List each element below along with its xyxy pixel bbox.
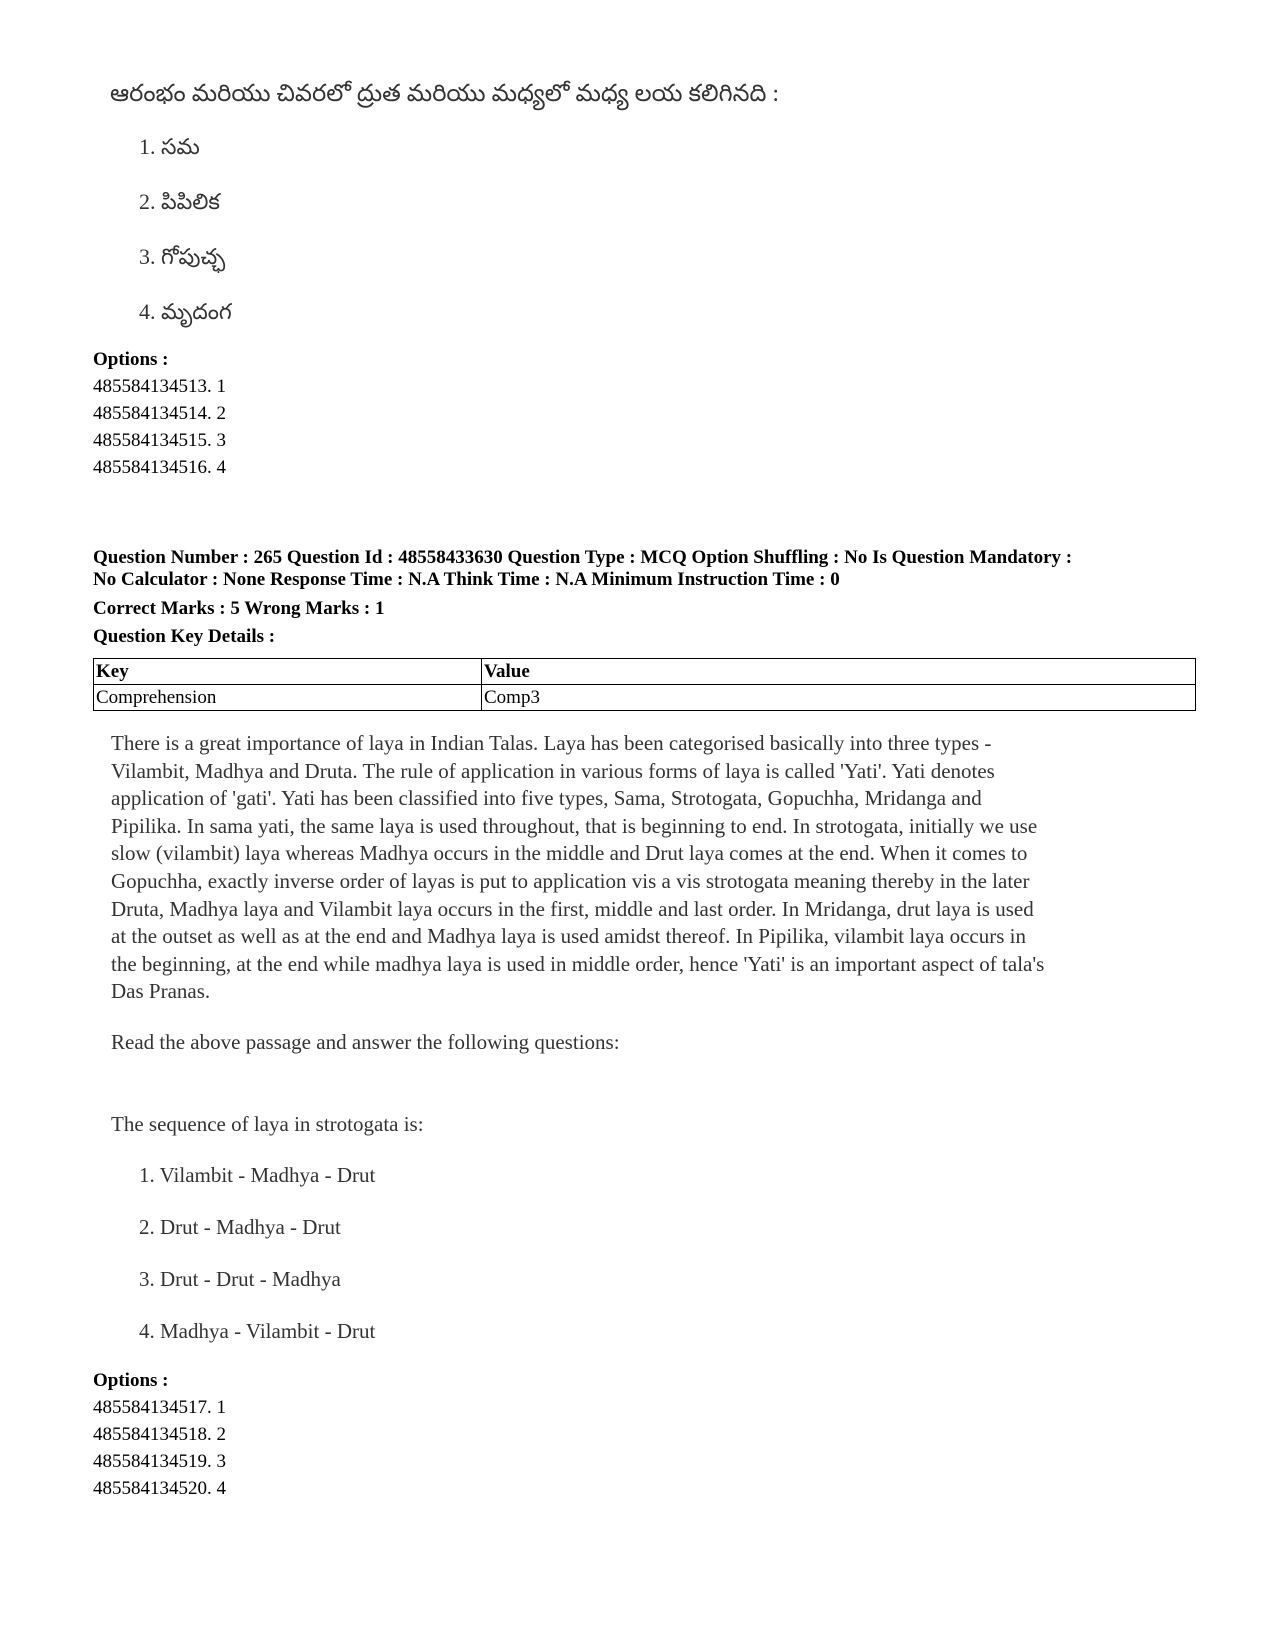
options-label: Options : <box>93 1370 169 1391</box>
option-id-2: 485584134518. 2 <box>93 1424 226 1445</box>
passage-line: Vilambit, Madhya and Druta. The rule of application in various forms of laya is called 'Yati'. Yati denotes <box>111 758 995 783</box>
marks-line: Correct Marks : 5 Wrong Marks : 1 <box>93 598 385 619</box>
option-id-1: 485584134517. 1 <box>93 1397 226 1418</box>
choice-1: 1. సమ <box>139 134 200 159</box>
comprehension-passage <box>111 730 1171 1006</box>
choice-4: 4. Madhya - Vilambit - Drut <box>139 1319 376 1343</box>
passage-line: slow (vilambit) laya whereas Madhya occurs in the middle and Drut laya comes at the end. When it comes to <box>111 841 1028 866</box>
option-id-1: 485584134513. 1 <box>93 376 226 397</box>
choice-3: 3. గోపుచ్ఛ <box>139 244 226 269</box>
passage-line: application of 'gati'. Yati has been classified into five types, Sama, Strotogata, Gopuchha, Mridanga and <box>111 786 982 811</box>
option-id-3: 485584134519. 3 <box>93 1451 226 1472</box>
choice-3: 3. Drut - Drut - Madhya <box>139 1267 341 1291</box>
key-table-header <box>94 659 1196 685</box>
passage-line: Druta, Madhya laya and Vilambit laya occurs in the first, middle and last order. In Mridanga, drut laya is used <box>111 896 1034 921</box>
question-stem: The sequence of laya in strotogata is: <box>111 1112 424 1136</box>
value-cell: Comp3 <box>482 685 1196 711</box>
choice-2: 2. పిపిలిక <box>139 189 220 214</box>
question-meta <box>93 547 1203 591</box>
passage-line: the beginning, at the end while madhya laya is used in middle order, hence 'Yati' is an important aspect of tala's <box>111 951 1045 976</box>
passage-line: Pipilika. In sama yati, the same laya is used throughout, that is beginning to end. In strotogata, initially we use <box>111 813 1038 838</box>
passage-line: at the outset as well as at the end and Madhya laya is used amidst thereof. In Pipilika, vilambit laya occurs in <box>111 924 1027 949</box>
choice-1: 1. Vilambit - Madhya - Drut <box>139 1163 376 1187</box>
key-details-table <box>93 658 1196 711</box>
question-meta-line-1: Question Number : 265 Question Id : 48558433630 Question Type : MCQ Option Shuffling : No Is Question Mandatory : <box>93 547 1073 568</box>
question-meta-line-2: No Calculator : None Response Time : N.A Think Time : N.A Minimum Instruction Time : 0 <box>93 569 840 590</box>
passage-instruction: Read the above passage and answer the following questions: <box>111 1030 620 1054</box>
key-cell: Comprehension <box>94 685 482 711</box>
passage-line: Das Pranas. <box>111 979 211 1004</box>
option-id-3: 485584134515. 3 <box>93 430 226 451</box>
passage-line: Gopuchha, exactly inverse order of layas is put to application vis a vis strotogata meaning thereby in the later <box>111 868 1030 893</box>
key-details-label: Question Key Details : <box>93 626 276 647</box>
choice-2: 2. Drut - Madhya - Drut <box>139 1215 341 1239</box>
option-id-4: 485584134520. 4 <box>93 1478 226 1499</box>
choice-4: 4. మృదంగ <box>139 299 232 324</box>
question-stem-telugu: ఆరంభం మరియు చివరలో ద్రుత మరియు మధ్యలో మధ్య లయ కలిగినది : <box>110 81 780 107</box>
key-table-row <box>94 685 1196 711</box>
passage-line: There is a great importance of laya in Indian Talas. Laya has been categorised basically into three types - <box>111 731 992 755</box>
option-id-4: 485584134516. 4 <box>93 457 226 478</box>
options-label: Options : <box>93 349 169 370</box>
value-header-cell: Value <box>482 659 1196 685</box>
key-header-cell: Key <box>94 659 482 685</box>
option-id-2: 485584134514. 2 <box>93 403 226 424</box>
